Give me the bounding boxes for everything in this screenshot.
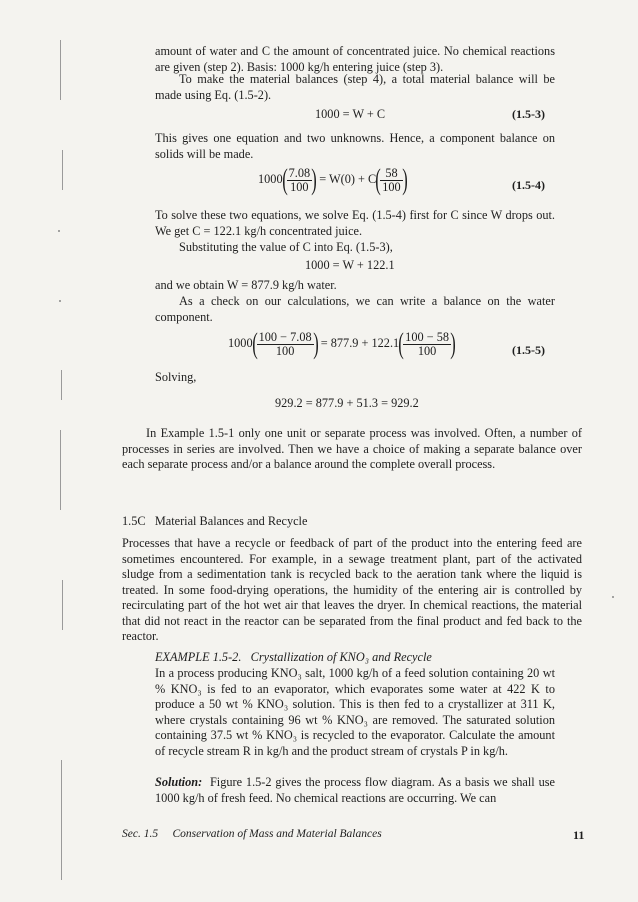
paragraph-basis: amount of water and C the amount of concentrated juice. No chemical reactions are given (step 2). Basis: 1000 kg/h entering juice (step 3). [155, 44, 555, 74]
equation-1-5-3: 1000 = W + C [315, 107, 386, 121]
scan-margin-mark [62, 580, 63, 630]
denominator: 100 [290, 179, 309, 194]
left-paren: ( [251, 327, 258, 360]
scan-margin-mark [61, 370, 62, 400]
denominator: 100 [275, 343, 295, 358]
solution-paragraph [155, 775, 555, 806]
scan-margin-mark [60, 430, 61, 510]
example-label: EXAMPLE 1.5-2. [155, 650, 242, 664]
scan-margin-mark [60, 40, 61, 100]
paragraph-result-water: and we obtain W = 877.9 kg/h water. [155, 278, 337, 292]
numerator: 100 − 7.08 [258, 329, 312, 344]
numerator: 100 − 58 [405, 329, 449, 344]
scan-margin-mark [61, 760, 62, 880]
denominator: 100 [382, 179, 401, 194]
equation-number-1-5-3: (1.5-3) [512, 107, 545, 121]
scan-speck [612, 596, 614, 598]
left-paren: ( [281, 163, 288, 196]
section-title: Material Balances and Recycle [154, 514, 308, 528]
denominator: 100 [417, 343, 437, 358]
left-paren: ( [398, 327, 404, 360]
right-paren: ) [312, 327, 319, 360]
equation-term: = 877.9 + 122.1 [320, 335, 400, 350]
right-paren: ) [450, 327, 456, 360]
scan-speck [58, 230, 60, 232]
section-number: 1.5C [122, 514, 146, 528]
paragraph-series-processes: In Example 1.5-1 only one unit or separate process was involved. Often, a number of processes in series are involved. Then we have a choice of making a separate balance over each separate process and/or a balance around the complete overall process. [122, 426, 582, 471]
footer-chapter-title: Conservation of Mass and Material Balances [172, 828, 382, 840]
section-heading [122, 514, 307, 529]
right-paren: ) [401, 163, 408, 196]
fraction [403, 331, 451, 358]
paragraph-recycle: Processes that have a recycle or feedback of part of the product into the entering feed are sometimes encountered. For example, in a sewage treatment plant, part of the activated sludge from a sedimentation tank is recycled back to the aeration tank where the liquid is treated. In some food-drying operations, the humidity of the entering air is controlled by recirculating part of the hot wet air that leaves the dryer. In chemical reactions, the material that did not react in the reactor can be separated from the final product and fed back to the reactor. [122, 536, 582, 643]
paragraph-check: As a check on our calculations, we can write a balance on the water component. [155, 294, 555, 324]
equation-term: 1000 [258, 171, 283, 186]
example-body: In a process producing KNO₃ salt, 1000 kg/h of a feed solution containing 20 wt % KNO₃ is fed to an evaporator, which evaporates some water at 422 K to produce a 50 wt % KNO₃ solution. This is then fed to a crystallizer at 311 K, where crystals containing 96 wt % KNO₃ are removed. The saturated solution containing 37.5 wt % KNO₃ is recycled to the evaporator. Calculate the amount of recycle stream R in kg/h and the product stream of crystals P in kg/h. [155, 666, 555, 758]
paragraph-substitute: Substituting the value of C into Eq. (1.5-3), [179, 240, 393, 254]
equation-term: = W(0) + C [319, 171, 377, 186]
page-number: 11 [573, 828, 585, 842]
fraction [287, 167, 313, 194]
solving-label: Solving, [155, 370, 197, 384]
example-heading [155, 650, 555, 666]
equation-1-5-4 [258, 165, 407, 195]
footer-section: Sec. 1.5 [122, 828, 159, 840]
equation-number-1-5-5: (1.5-5) [512, 343, 545, 357]
equation-substituted: 1000 = W + 122.1 [305, 258, 395, 272]
scan-margin-mark [62, 150, 63, 190]
fraction [257, 331, 314, 358]
scan-speck [59, 300, 61, 302]
equation-solution: 929.2 = 877.9 + 51.3 = 929.2 [275, 396, 419, 410]
left-paren: ( [375, 163, 381, 196]
equation-number-1-5-4: (1.5-4) [512, 178, 545, 192]
equation-1-5-5 [228, 329, 455, 359]
solution-text: Figure 1.5-2 gives the process flow diagram. As a basis we shall use 1000 kg/h of fresh feed. No chemical reactions are occurring. We can [155, 775, 555, 805]
fraction [380, 167, 402, 194]
paragraph-component-balance: This gives one equation and two unknowns. Hence, a component balance on solids will be made. [155, 131, 555, 161]
right-paren: ) [311, 163, 317, 196]
solution-label: Solution: [155, 775, 203, 789]
equation-term: 1000 [228, 335, 253, 350]
paragraph-total-balance: To make the material balances (step 4), a total material balance will be made using Eq. (1.5-2). [155, 72, 555, 102]
paragraph-solve: To solve these two equations, we solve Eq. (1.5-4) first for C since W drops out. We get C = 122.1 kg/h concentrated juice. [155, 208, 555, 238]
example-title: Crystallization of KNO₃ and Recycle [250, 650, 432, 664]
footer-running-head [122, 828, 382, 840]
numerator: 58 [380, 167, 402, 181]
numerator: 7.08 [288, 165, 311, 180]
